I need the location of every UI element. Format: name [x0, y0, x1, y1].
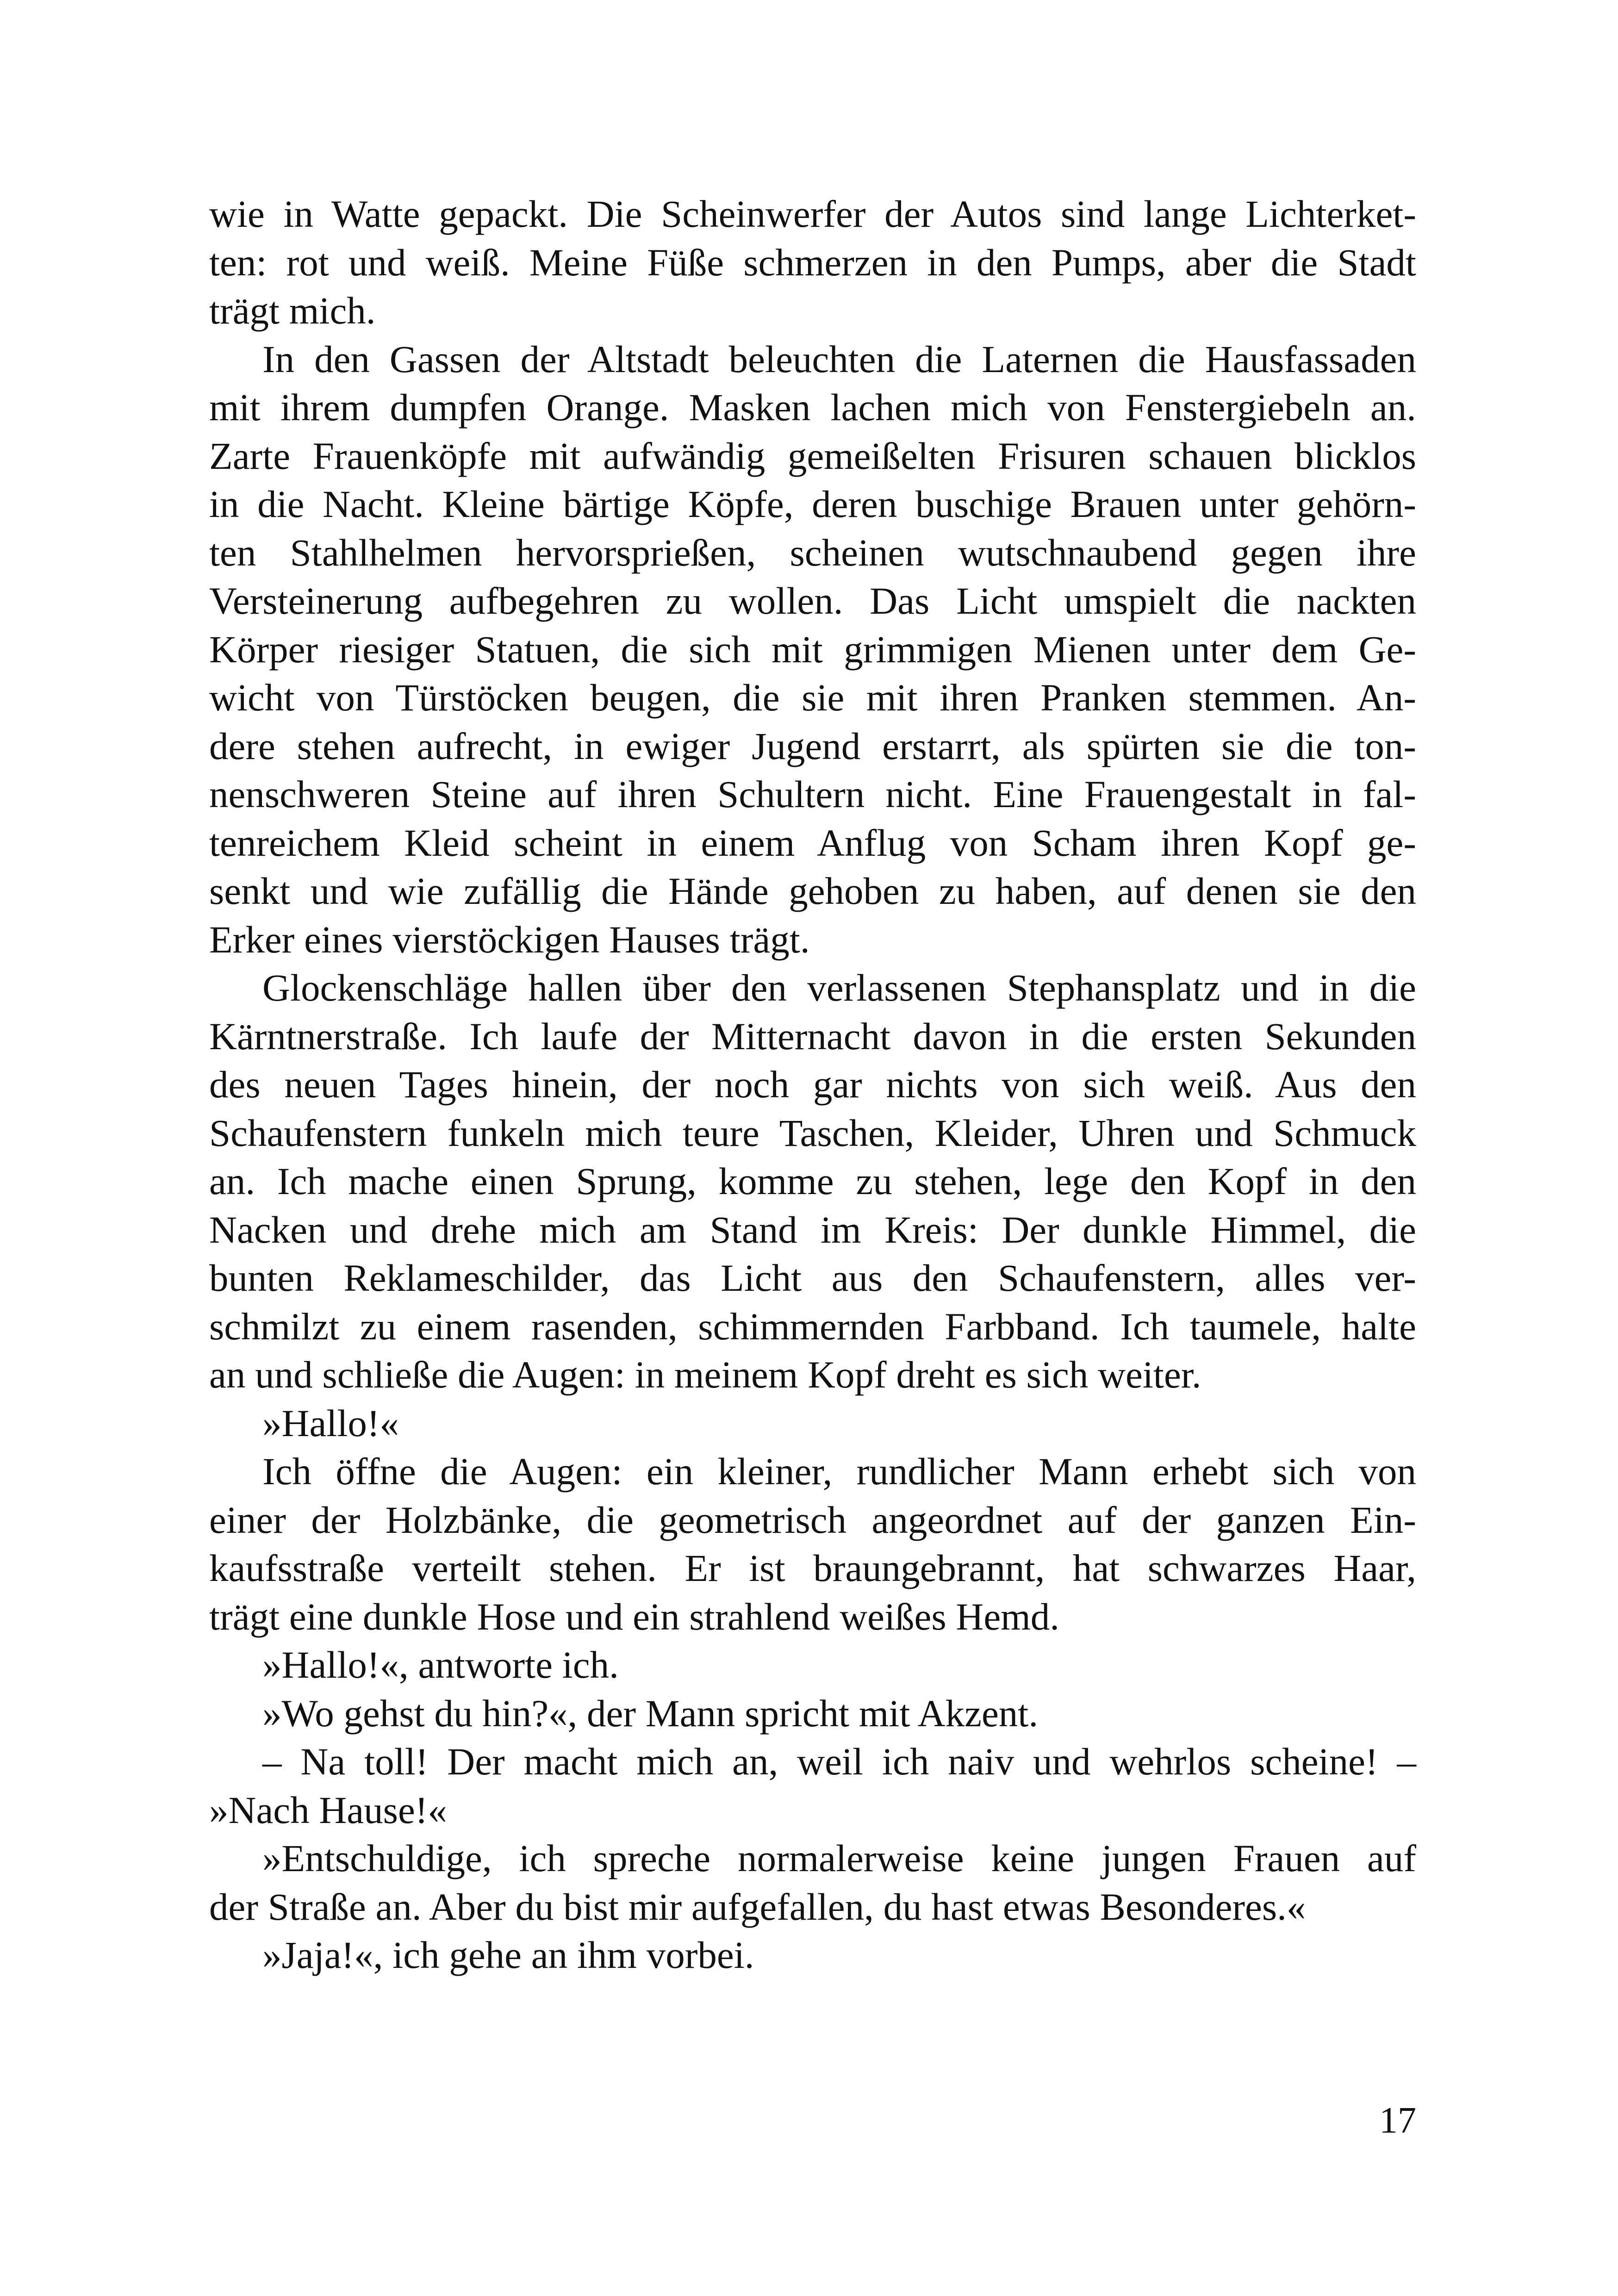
text-line: ten: rot und weiß. Meine Füße schmerzen in den Pumps, aber die Stadt [209, 241, 1416, 284]
text-line: – Na toll! Der macht mich an, weil ich naiv und wehrlos scheine! – [262, 1740, 1416, 1783]
text-line: an und schließe die Augen: in meinem Kopf dreht es sich weiter. [209, 1353, 1201, 1396]
text-line: »Wo gehst du hin?«, der Mann spricht mit Akzent. [262, 1692, 1039, 1735]
text-line: »Hallo!«, antworte ich. [262, 1643, 619, 1686]
text-line: Erker eines vierstöckigen Hauses trägt. [209, 918, 810, 961]
text-line: bunten Reklameschilder, das Licht aus den Schaufenstern, alles ver- [209, 1257, 1416, 1299]
text-line: wie in Watte gepackt. Die Scheinwerfer der Autos sind lange Lichterket- [209, 193, 1416, 235]
text-line: Körper riesiger Statuen, die sich mit grimmigen Mienen unter dem Ge- [209, 628, 1416, 671]
text-line: Versteinerung aufbegehren zu wollen. Das Licht umspielt die nackten [209, 579, 1416, 622]
text-line: Ich öffne die Augen: ein kleiner, rundlicher Mann erhebt sich von [262, 1450, 1416, 1493]
text-line: an. Ich mache einen Sprung, komme zu stehen, lege den Kopf in den [209, 1160, 1416, 1202]
text-line: schmilzt zu einem rasenden, schimmernden Farbband. Ich taumele, halte [209, 1305, 1416, 1348]
text-line: »Hallo!« [262, 1401, 399, 1444]
text-line: nenschweren Steine auf ihren Schultern nicht. Eine Frauengestalt in fal- [209, 773, 1416, 815]
text-line: der Straße an. Aber du bist mir aufgefallen, du hast etwas Besonderes.« [209, 1885, 1306, 1928]
text-line: Kärntnerstraße. Ich laufe der Mitternacht davon in die ersten Sekunden [209, 1014, 1416, 1058]
text-line: mit ihrem dumpfen Orange. Masken lachen mich von Fenstergiebeln an. [209, 386, 1416, 429]
text-line: ten Stahlhelmen hervorsprießen, scheinen wutschnaubend gegen ihre [209, 531, 1416, 574]
text-line: in die Nacht. Kleine bärtige Köpfe, deren buschige Brauen unter gehörn- [209, 483, 1416, 525]
text-line: In den Gassen der Altstadt beleuchten die Laternen die Hausfassaden [262, 337, 1416, 380]
text-line: des neuen Tages hinein, der noch gar nichts von sich weiß. Aus den [209, 1063, 1416, 1106]
text-line: tenreichem Kleid scheint in einem Anflug von Scham ihren Kopf ge- [209, 821, 1416, 864]
text-line: »Nach Hause!« [209, 1788, 447, 1831]
text-line: trägt mich. [209, 289, 376, 332]
text-line: wicht von Türstöcken beugen, die sie mit ihren Pranken stemmen. An- [209, 676, 1416, 719]
page-number: 17 [1379, 2100, 1416, 2141]
text-line: »Jaja!«, ich gehe an ihm vorbei. [262, 1934, 754, 1976]
text-line: senkt und wie zufällig die Hände gehoben zu haben, auf denen sie den [209, 870, 1416, 912]
text-line: dere stehen aufrecht, in ewiger Jugend erstarrt, als spürten sie die ton- [209, 724, 1416, 767]
text-line: Nacken und drehe mich am Stand im Kreis: Der dunkle Himmel, die [209, 1208, 1416, 1251]
text-line: Glockenschläge hallen über den verlassenen Stephansplatz und in die [262, 966, 1416, 1009]
text-line: trägt eine dunkle Hose und ein strahlend weißes Hemd. [209, 1595, 1060, 1638]
text-line: kaufsstraße verteilt stehen. Er ist braungebrannt, hat schwarzes Haar, [209, 1547, 1416, 1589]
body-text [209, 190, 1416, 1979]
text-line: Schaufenstern funkeln mich teure Taschen, Kleider, Uhren und Schmuck [209, 1111, 1416, 1154]
text-line: einer der Holzbänke, die geometrisch angeordnet auf der ganzen Ein- [209, 1498, 1416, 1541]
text-line: Zarte Frauenköpfe mit aufwändig gemeißelten Frisuren schauen blicklos [209, 434, 1416, 477]
text-line: »Entschuldige, ich spreche normalerweise keine jungen Frauen auf [262, 1837, 1416, 1879]
